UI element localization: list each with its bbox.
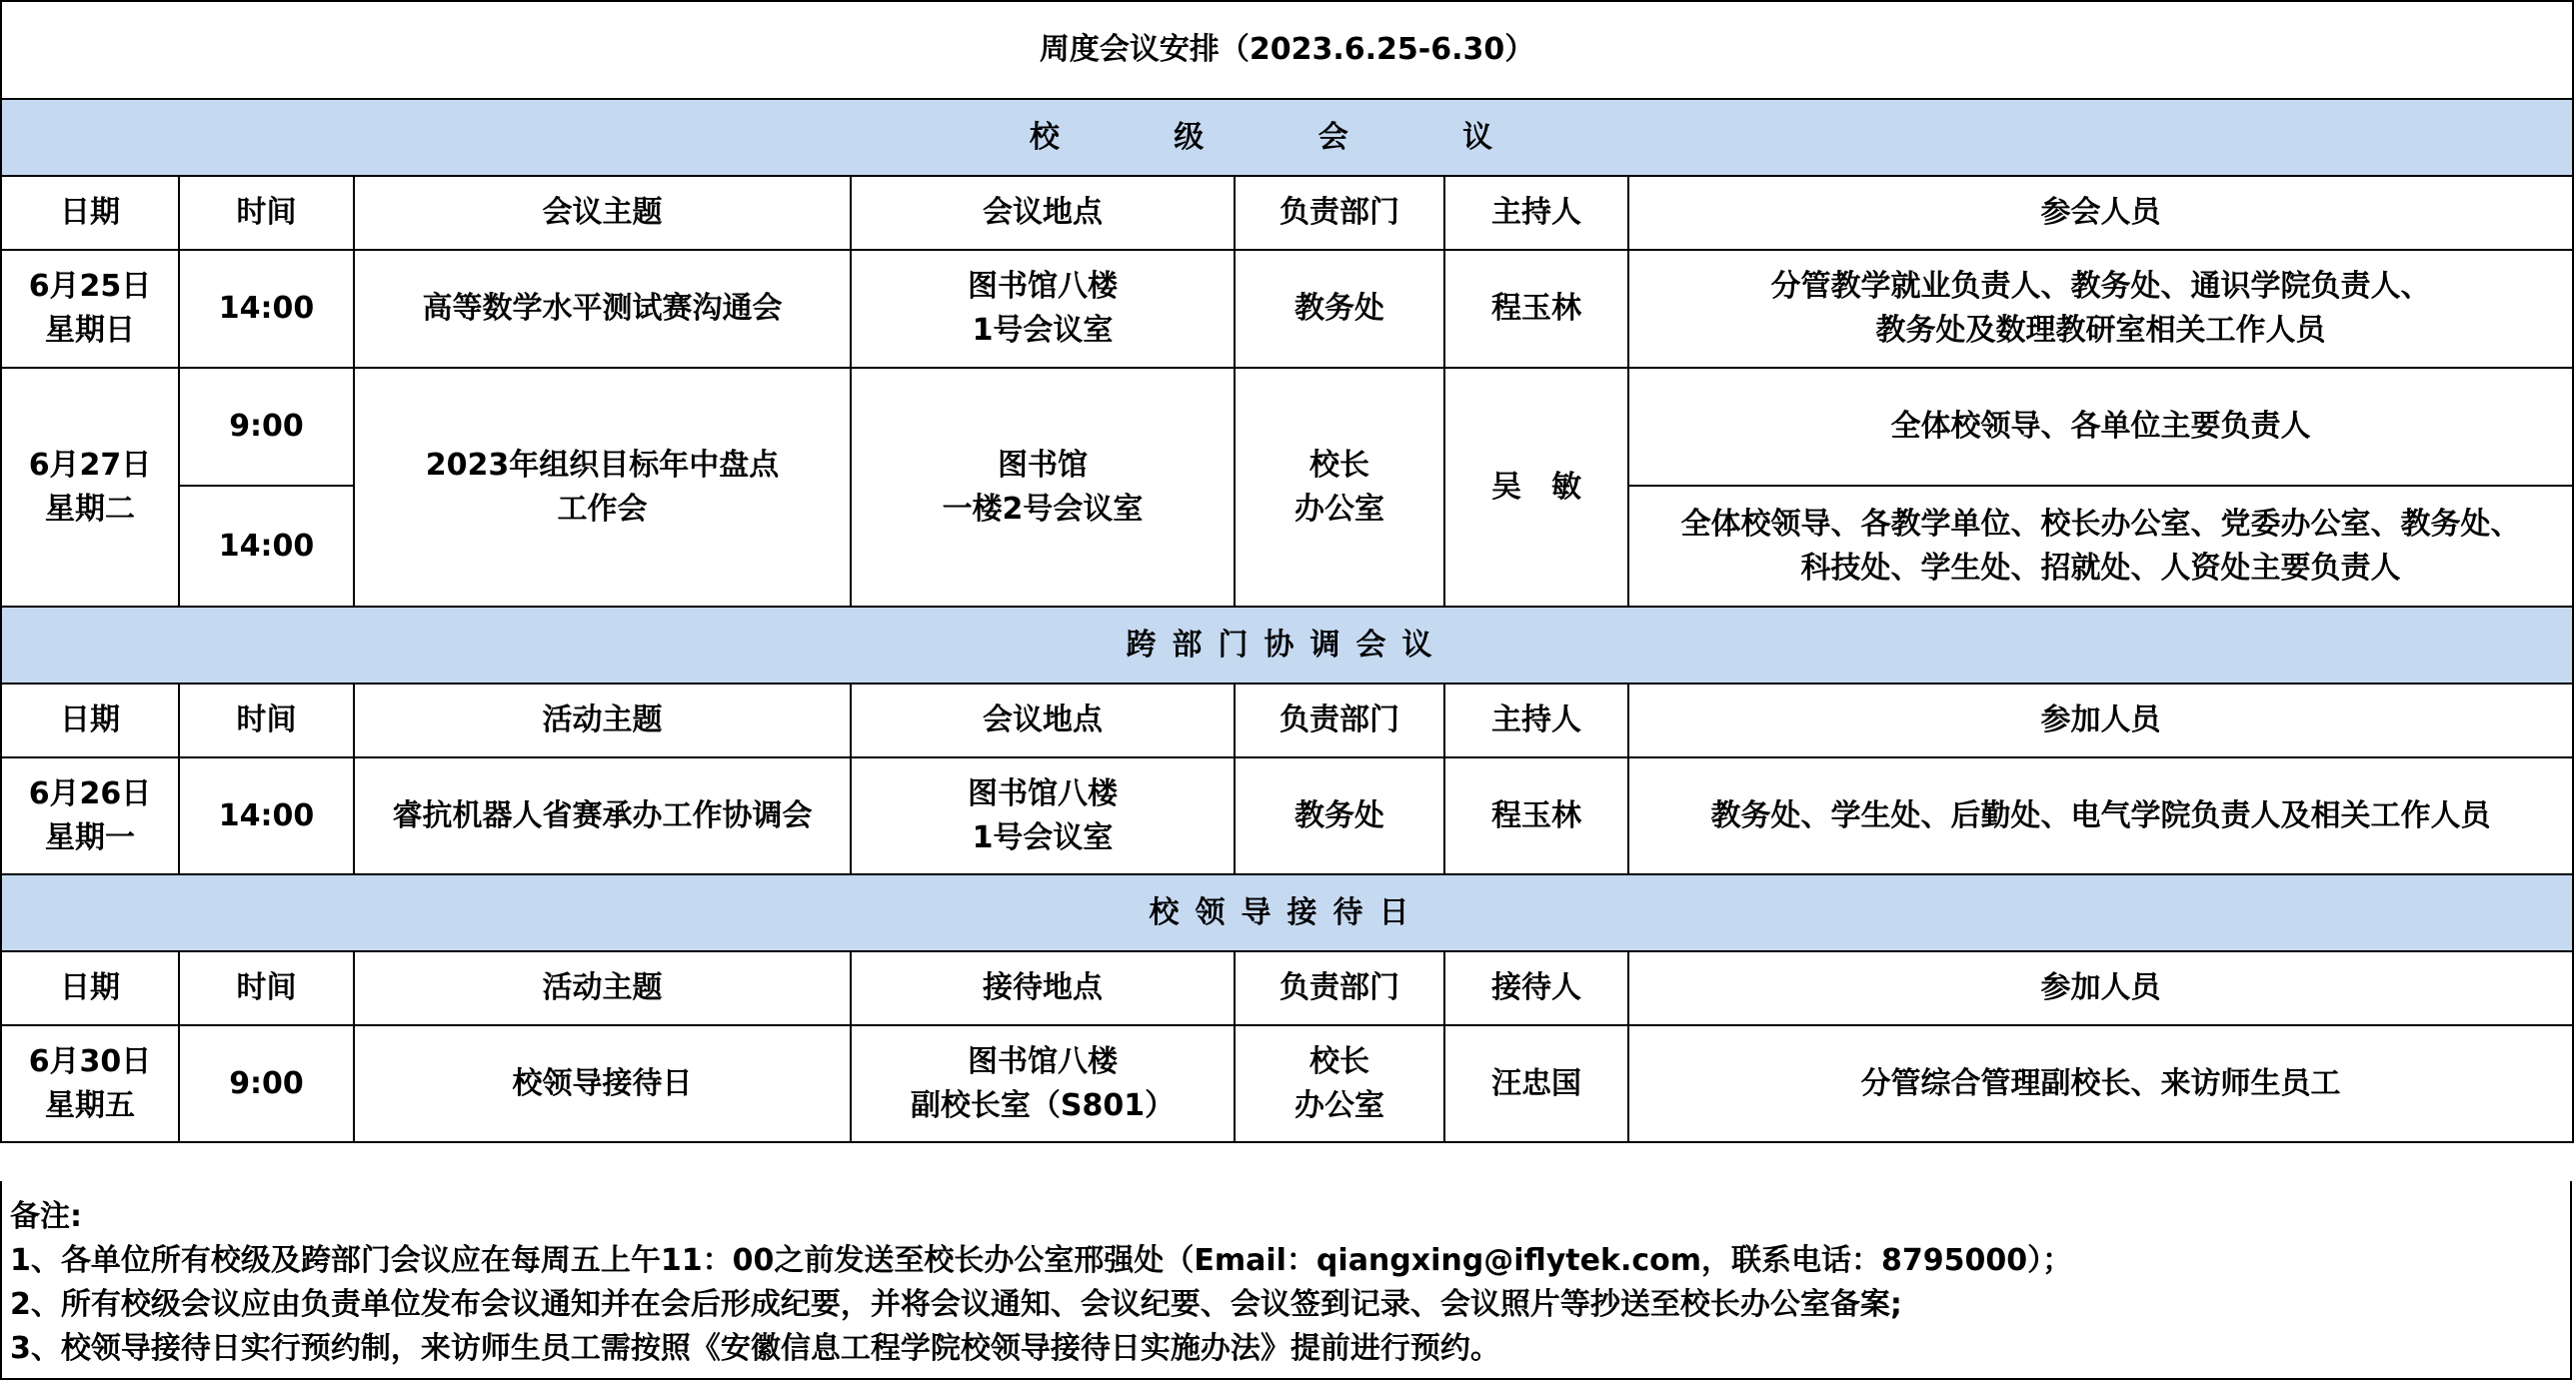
topic-text: 高等数学水平测试赛沟通会 — [422, 291, 783, 326]
notes-section — [0, 1181, 2572, 1380]
page-title: 周度会议安排（2023.6.25-6.30） — [1, 1, 2573, 99]
header-dept: 负责部门 — [1235, 951, 1444, 1025]
location-text: 副校长室（S801） — [910, 1087, 1176, 1123]
attendees-cell — [1628, 757, 2573, 874]
dept-cell — [1235, 1025, 1444, 1142]
note-item-3: 3、校领导接待日实行预约制，来访师生员工需按照《安徽信息工程学院校领导接待日实施办法》提前进行预约。 — [10, 1331, 1500, 1366]
time-cell: 14:00 — [179, 250, 354, 368]
header-attendees: 参会人员 — [1628, 176, 2573, 250]
header-host: 主持人 — [1444, 684, 1628, 757]
section-title-school-meetings: 校 级 会 议 — [1, 99, 2573, 176]
date-cell — [1, 757, 179, 874]
host-cell: 程玉林 — [1444, 757, 1628, 874]
dept-text: 校长 — [1309, 1043, 1369, 1079]
header-date: 日期 — [1, 684, 179, 757]
attendees-cell — [1628, 368, 2573, 486]
location-text: 一楼2号会议室 — [942, 491, 1144, 527]
attendees-text: 教务处及数理教研室相关工作人员 — [1875, 313, 2326, 348]
notes-label: 备注: — [10, 1199, 82, 1234]
header-topic: 会议主题 — [354, 176, 851, 250]
attendees-text: 全体校领导、各单位主要负责人 — [1890, 409, 2311, 444]
topic-cell — [354, 1025, 851, 1142]
header-attendees: 参加人员 — [1628, 951, 2573, 1025]
weekday-text: 星期一 — [45, 819, 135, 855]
time-cell: 14:00 — [179, 486, 354, 607]
time-cell: 9:00 — [179, 1025, 354, 1142]
dept-text: 教务处 — [1294, 797, 1384, 833]
location-cell — [851, 1025, 1235, 1142]
location-cell — [851, 368, 1235, 607]
note-item-2: 2、所有校级会议应由负责单位发布会议通知并在会后形成纪要，并将会议通知、会议纪要、会议签到记录、会议照片等抄送至校长办公室备案; — [10, 1287, 1902, 1322]
location-text: 1号会议室 — [972, 819, 1114, 855]
topic-cell — [354, 368, 851, 607]
weekday-text: 星期日 — [45, 313, 135, 348]
host-cell: 程玉林 — [1444, 250, 1628, 368]
attendees-text: 分管综合管理副校长、来访师生员工 — [1860, 1065, 2341, 1101]
header-topic: 活动主题 — [354, 684, 851, 757]
attendees-text: 科技处、学生处、招就处、人资处主要负责人 — [1800, 550, 2401, 586]
topic-cell — [354, 250, 851, 368]
host-cell: 汪忠国 — [1444, 1025, 1628, 1142]
date-text: 6月25日 — [28, 269, 152, 304]
dept-text: 校长 — [1309, 447, 1369, 483]
header-topic: 活动主题 — [354, 951, 851, 1025]
location-text: 图书馆八楼 — [968, 1043, 1118, 1079]
topic-text: 校领导接待日 — [512, 1065, 693, 1101]
weekday-text: 星期二 — [45, 491, 135, 527]
dept-cell — [1235, 757, 1444, 874]
header-time: 时间 — [179, 684, 354, 757]
attendees-cell — [1628, 1025, 2573, 1142]
topic-text: 睿抗机器人省赛承办工作协调会 — [392, 797, 813, 833]
topic-text: 工作会 — [557, 491, 648, 527]
dept-text: 办公室 — [1294, 491, 1384, 527]
table-row — [1, 250, 2573, 368]
time-cell: 14:00 — [179, 757, 354, 874]
header-time: 时间 — [179, 951, 354, 1025]
header-location: 会议地点 — [851, 684, 1235, 757]
header-date: 日期 — [1, 176, 179, 250]
date-text: 6月27日 — [28, 447, 152, 483]
location-text: 1号会议室 — [972, 313, 1114, 348]
location-cell — [851, 757, 1235, 874]
section-title-cross-dept: 跨部门协调会议 — [1, 607, 2573, 684]
topic-text: 2023年组织目标年中盘点 — [425, 447, 780, 483]
header-host: 接待人 — [1444, 951, 1628, 1025]
header-attendees: 参加人员 — [1628, 684, 2573, 757]
dept-cell — [1235, 368, 1444, 607]
header-location: 接待地点 — [851, 951, 1235, 1025]
location-text: 图书馆八楼 — [968, 775, 1118, 811]
table-row — [1, 368, 2573, 486]
note-item-1: 1、各单位所有校级及跨部门会议应在每周五上午11：00之前发送至校长办公室邢强处（Email：qiangxing@iflytek.com，联系电话：8795000）； — [10, 1243, 2073, 1278]
attendees-cell — [1628, 250, 2573, 368]
header-location: 会议地点 — [851, 176, 1235, 250]
attendees-text: 全体校领导、各教学单位、校长办公室、党委办公室、教务处、 — [1680, 506, 2521, 542]
date-text: 6月26日 — [28, 775, 152, 811]
host-cell: 吴 敏 — [1444, 368, 1628, 607]
weekday-text: 星期五 — [45, 1087, 135, 1123]
header-dept: 负责部门 — [1235, 176, 1444, 250]
dept-text: 教务处 — [1294, 291, 1384, 326]
topic-cell — [354, 757, 851, 874]
location-text: 图书馆八楼 — [968, 269, 1118, 304]
header-host: 主持人 — [1444, 176, 1628, 250]
header-date: 日期 — [1, 951, 179, 1025]
date-cell — [1, 1025, 179, 1142]
header-dept: 负责部门 — [1235, 684, 1444, 757]
location-cell — [851, 250, 1235, 368]
time-cell: 9:00 — [179, 368, 354, 486]
attendees-cell — [1628, 486, 2573, 607]
date-text: 6月30日 — [28, 1043, 152, 1079]
table-row — [1, 757, 2573, 874]
attendees-text: 分管教学就业负责人、教务处、通识学院负责人、 — [1770, 269, 2431, 304]
dept-cell — [1235, 250, 1444, 368]
date-cell — [1, 368, 179, 607]
header-time: 时间 — [179, 176, 354, 250]
section-title-leader-reception: 校领导接待日 — [1, 874, 2573, 951]
attendees-text: 教务处、学生处、后勤处、电气学院负责人及相关工作人员 — [1710, 797, 2491, 833]
table-row — [1, 1025, 2573, 1142]
dept-text: 办公室 — [1294, 1087, 1384, 1123]
location-text: 图书馆 — [998, 447, 1088, 483]
date-cell — [1, 250, 179, 368]
